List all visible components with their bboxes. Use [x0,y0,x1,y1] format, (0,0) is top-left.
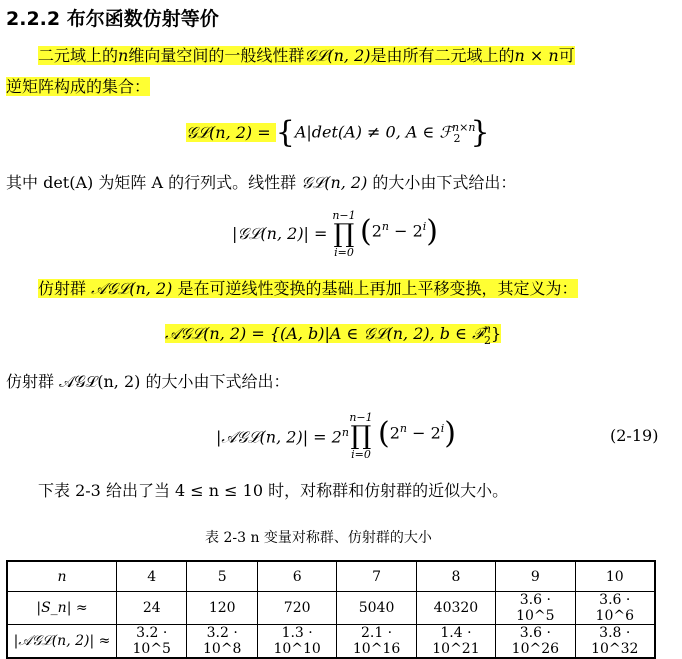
text: 的大小由下式给出： [367,173,517,192]
header-cell: n [7,561,117,592]
table-cell: 3.6 · 10^26 [496,625,575,659]
table-cell: 5040 [337,592,416,625]
product-upper: n−1 [349,411,373,424]
equation-label: (2-19) [610,426,659,445]
equation-agl-definition [165,323,501,347]
eq1-body: A|det(A) ≠ 0, A ∈ ℱ [294,122,453,142]
header-cell: 9 [496,561,575,592]
eq4-term-a-sup: n [399,422,407,436]
equation-agl-size-term: $(2^n - 2^i)$ [378,416,457,451]
text: 二元域上的 [38,46,119,65]
text: 是在可逆线性变换的基础上再加上平移变换，其定义为： [172,279,578,298]
eq2-term-a-sup: n [381,220,389,234]
table-cell: 40320 [416,592,495,625]
eq2-minus: − 2 [389,221,423,241]
eq1-lhs: 𝒢ℒ(n, 2) = [186,122,276,142]
table-cell: 3.2 · 10^5 [117,625,187,659]
table-cell: 3.6 · 10^6 [575,592,655,625]
eq3-sub: 2 [483,333,491,347]
header-cell: 5 [187,561,257,592]
table-row [7,625,655,659]
math-agl: 𝒜𝒢ℒ(n, 2) [91,279,173,298]
table-caption: 表 2-3 n 变量对称群、仿射群的大小 [205,530,432,546]
product-lower: i=0 [334,246,354,259]
header-cell: 4 [117,561,187,592]
paragraph-4 [6,371,289,393]
table-cell: 3.8 · 10^32 [575,625,655,659]
table-cell: 24 [117,592,187,625]
row-label: |S_n| ≈ [7,592,117,625]
eq4-lhs-sup: n [341,426,349,439]
header-cell: 6 [257,561,336,592]
table-cell: 1.3 · 10^10 [257,625,336,659]
size-table [6,560,656,659]
section-heading [6,4,219,31]
table-row [7,592,655,625]
text: 可 [558,46,575,65]
eq2-term-a: 2 [371,221,382,241]
eq3-sup: n [483,323,491,336]
table-header-row [7,561,655,592]
section-title: 布尔函数仿射等价 [66,8,219,30]
text: 是由所有二元域上的 [370,46,515,65]
eq2-term-b-sup: i [422,220,427,234]
math-gl: 𝒢ℒ [304,46,328,65]
table-cell: 1.4 · 10^21 [416,625,495,659]
text: 仿射群 [38,279,92,298]
row-label: |𝒜𝒢ℒ(n, 2)| ≈ [7,625,117,659]
eq2-lhs: |𝒢ℒ(n, 2)| = [232,224,328,243]
section-number: 2.2.2 [6,8,61,30]
eq1-sup: n×n [452,121,476,135]
equation-gl-size [232,224,327,244]
eq4-minus: − 2 [407,423,441,443]
eq3-body: 𝒜𝒢ℒ(n, 2) = {(A, b)|A ∈ 𝒢ℒ(n, 2), b ∈ ℱ [165,324,484,344]
product-symbol-2: n−1 ∏ i=0 [349,411,373,461]
paragraph-3 [38,278,578,300]
eq4-term-a: 2 [389,423,400,443]
math-n: n [118,46,129,65]
text: 逆矩阵构成的集合： [6,77,151,96]
math-gl: 𝒢ℒ(n, 2) [301,173,368,192]
eq1-sub: 2 [453,131,461,145]
product-symbol: n−1 ∏ i=0 [332,209,356,259]
header-cell: 8 [416,561,495,592]
header-cell: 7 [337,561,416,592]
product-upper: n−1 [332,209,356,222]
paragraph-1-line-1 [38,45,575,67]
paragraph-1-line-2 [6,76,150,98]
table-cell: 3.2 · 10^8 [187,625,257,659]
header-cell: 10 [575,561,655,592]
table-cell: 2.1 · 10^16 [337,625,416,659]
equation-agl-size [216,426,349,447]
table-cell: 3.6 · 10^5 [496,592,575,625]
eq4-term-b-sup: i [440,422,445,436]
paragraph-2 [6,172,516,194]
text: 维向量空间的一般线性群 [128,46,305,65]
equation-gl-definition: 𝒢ℒ(n, 2) = {A|det(A) ≠ 0, A ∈ ℱ$^{n\times n}_2$ } [186,115,490,150]
text: 仿射群 𝒜𝒢ℒ(n, 2) 的大小由下式给出： [6,372,290,391]
table-cell: 120 [187,592,257,625]
table-cell: 720 [257,592,336,625]
equation-gl-size-term: $(2^n - 2^i)$ [360,214,439,249]
eq4-lhs: |𝒜𝒢ℒ(n, 2)| = 2 [216,427,342,447]
paragraph-5 [38,480,508,502]
text: 其中 det(A) 为矩阵 A 的行列式。线性群 [6,173,302,192]
eq3-close: } [490,324,502,344]
math-args: (n, 2) [327,46,371,65]
product-lower: i=0 [351,448,371,461]
math-nxn: n × n [514,46,559,65]
text: 下表 2-3 给出了当 4 ≤ n ≤ 10 时，对称群和仿射群的近似大小。 [38,481,509,500]
